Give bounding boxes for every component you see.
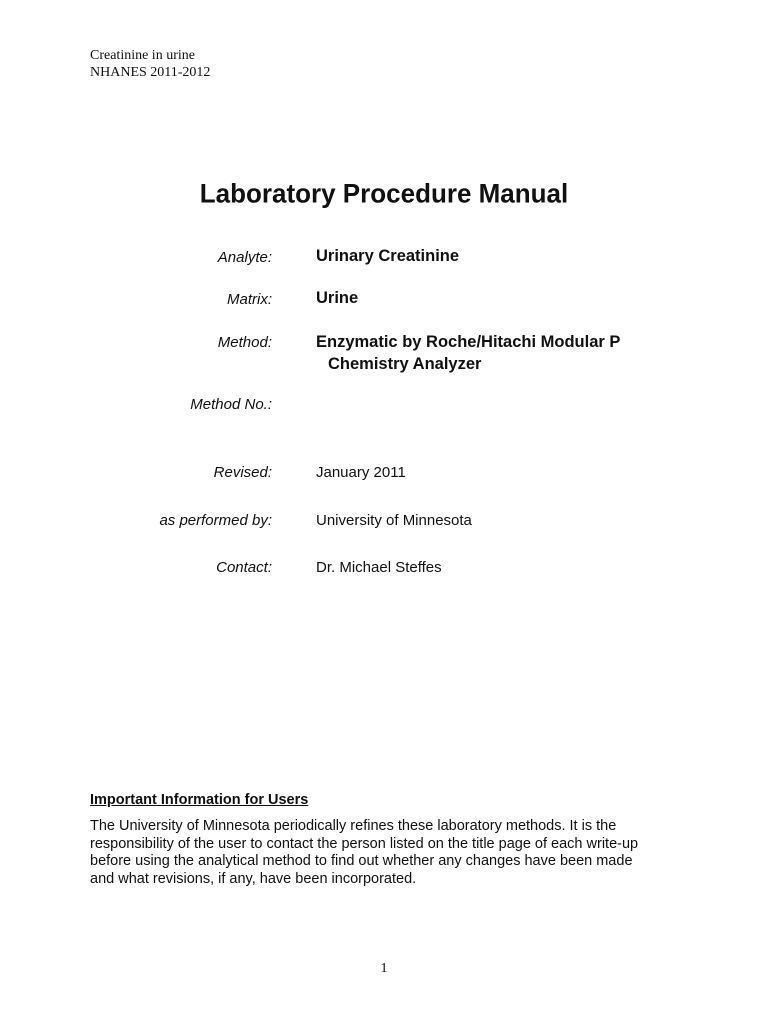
important-info-body — [90, 818, 670, 888]
contact-label: Contact: — [216, 559, 272, 576]
page-title — [0, 178, 768, 209]
important-info-heading: Important Information for Users — [90, 792, 309, 808]
matrix-value: Urine — [316, 289, 359, 307]
method-value-line2: Chemistry Analyzer — [328, 355, 482, 373]
important-info-line: before using the analytical method to find out whether any changes have been made — [90, 853, 633, 869]
document-header — [90, 47, 210, 81]
important-info-line: The University of Minnesota periodically refines these laboratory methods. It is the — [90, 818, 617, 834]
page-title-text: Laboratory Procedure Manual — [199, 177, 569, 209]
important-info-line: and what revisions, if any, have been incorporated. — [90, 870, 417, 887]
performed-by-label: as performed by: — [159, 512, 272, 529]
header-topic: Creatinine in urine — [90, 48, 195, 63]
analyte-value: Urinary Creatinine — [316, 247, 460, 265]
important-info-line: responsibility of the user to contact the person listed on the title page of each write-up — [90, 835, 639, 852]
analyte-label: Analyte: — [217, 249, 272, 266]
matrix-label: Matrix: — [227, 291, 272, 308]
method-no-label: Method No.: — [190, 396, 272, 413]
contact-value: Dr. Michael Steffes — [316, 559, 442, 576]
method-value — [316, 331, 620, 375]
revised-label: Revised: — [213, 464, 272, 481]
method-value-line1: Enzymatic by Roche/Hitachi Modular P — [316, 333, 621, 351]
method-label: Method: — [217, 334, 272, 351]
performed-by-value: University of Minnesota — [316, 512, 472, 529]
page-number: 1 — [380, 961, 388, 976]
revised-value: January 2011 — [316, 464, 406, 481]
header-survey: NHANES 2011-2012 — [90, 65, 211, 80]
